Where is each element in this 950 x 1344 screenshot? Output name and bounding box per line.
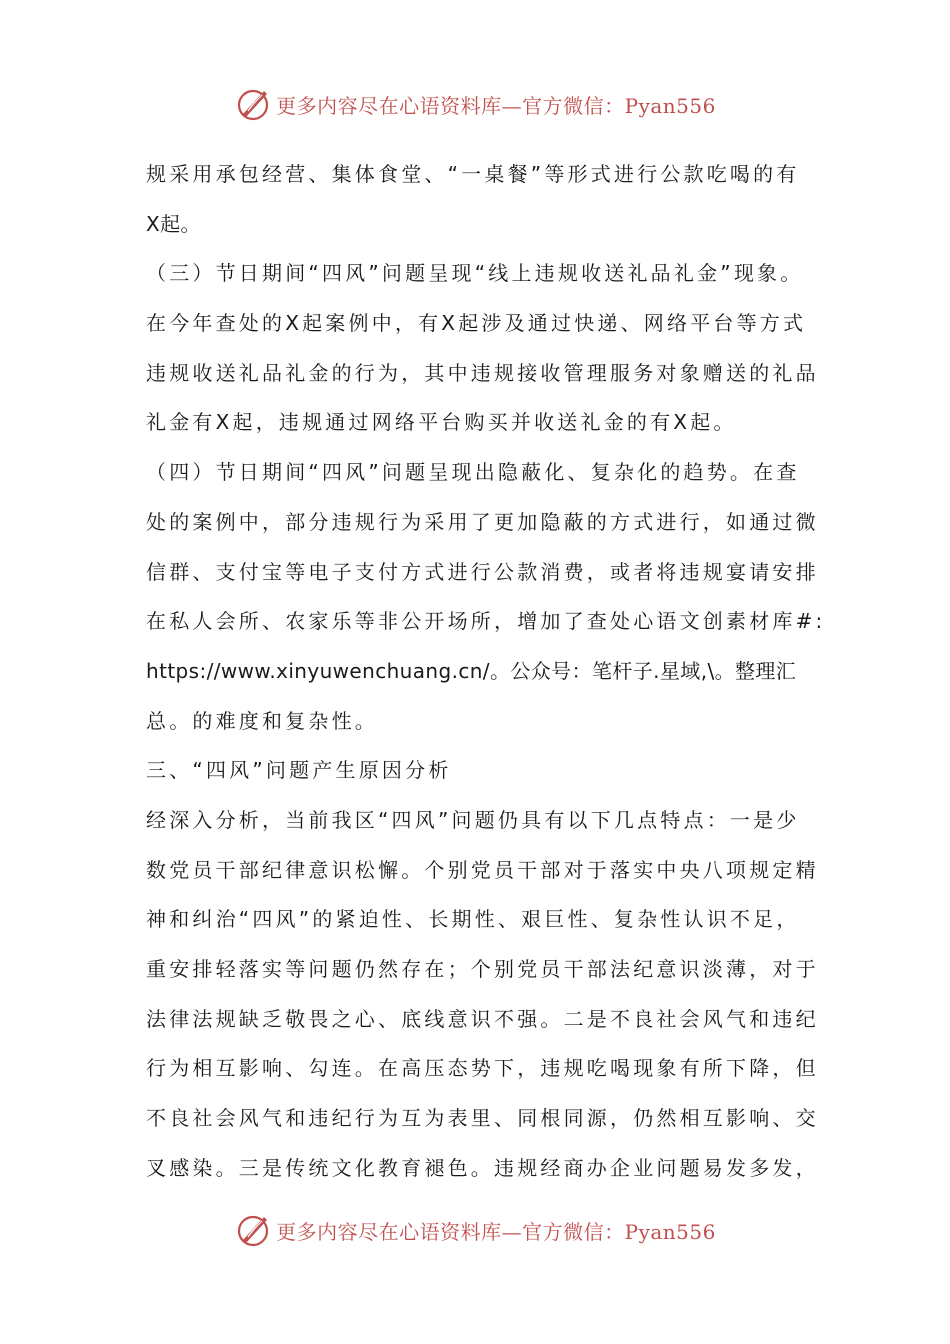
body-line: 经深入分析，当前我区“四风”问题仍具有以下几点特点：一是少 <box>146 807 800 832</box>
body-line: 法律法规缺乏敬畏之心、底线意识不强。二是不良社会风气和违纪 <box>146 1006 819 1031</box>
body-line: 处的案例中，部分违规行为采用了更加隐蔽的方式进行，如通过微 <box>146 509 819 534</box>
header-banner <box>0 84 950 124</box>
header-banner-text: 更多内容尽在心语资料库—官方微信：Pyan556 <box>276 93 716 118</box>
body-line: 不良社会风气和违纪行为互为表里、同根同源，仍然相互影响、交 <box>146 1106 819 1131</box>
body-line: 规采用承包经营、集体食堂、“一桌餐”等形式进行公款吃喝的有 <box>146 162 800 186</box>
body-line: 信群、支付宝等电子支付方式进行公款消费，或者将违规宴请安排 <box>146 559 819 584</box>
body-line: （三）节日期间“四风”问题呈现“线上违规收送礼品礼金”现象。 <box>146 261 804 286</box>
document-body <box>146 150 836 1193</box>
body-line: 重安排轻落实等问题仍然存在；个别党员干部法纪意识淡薄，对于 <box>146 957 819 981</box>
body-line: X起。 <box>146 211 201 236</box>
body-line: 行为相互影响、勾连。在高压态势下，违规吃喝现象有所下降，但 <box>146 1056 819 1081</box>
body-line: 在私人会所、农家乐等非公开场所，增加了查处心语文创素材库#: <box>146 609 826 634</box>
quill-logo-icon <box>234 1211 272 1249</box>
footer-banner-text: 更多内容尽在心语资料库—官方微信：Pyan556 <box>276 1219 716 1244</box>
body-line: 违规收送礼品礼金的行为，其中违规接收管理服务对象赠送的礼品 <box>146 360 819 385</box>
body-line-url: https://www.xinyuwenchuang.cn/。公众号：笔杆子.星域,\。整理汇 <box>146 658 797 683</box>
body-line: （四）节日期间“四风”问题呈现出隐蔽化、复杂化的趋势。在查 <box>146 460 800 485</box>
quill-logo-icon <box>234 85 272 123</box>
body-line: 总。的难度和复杂性。 <box>146 708 378 733</box>
section-heading: 三、“四风”问题产生原因分析 <box>146 758 452 783</box>
body-line: 礼金有X起，违规通过网络平台购买并收送礼金的有X起。 <box>146 410 737 435</box>
footer-banner <box>0 1210 950 1250</box>
body-line: 叉感染。三是传统文化教育褪色。违规经商办企业问题易发多发， <box>146 1155 819 1180</box>
body-line: 数党员干部纪律意识松懈。个别党员干部对于落实中央八项规定精 <box>146 857 819 882</box>
body-line: 在今年查处的X起案例中，有X起涉及通过快递、网络平台等方式 <box>146 311 807 336</box>
body-line: 神和纠治“四风”的紧迫性、长期性、艰巨性、复杂性认识不足， <box>146 907 800 932</box>
